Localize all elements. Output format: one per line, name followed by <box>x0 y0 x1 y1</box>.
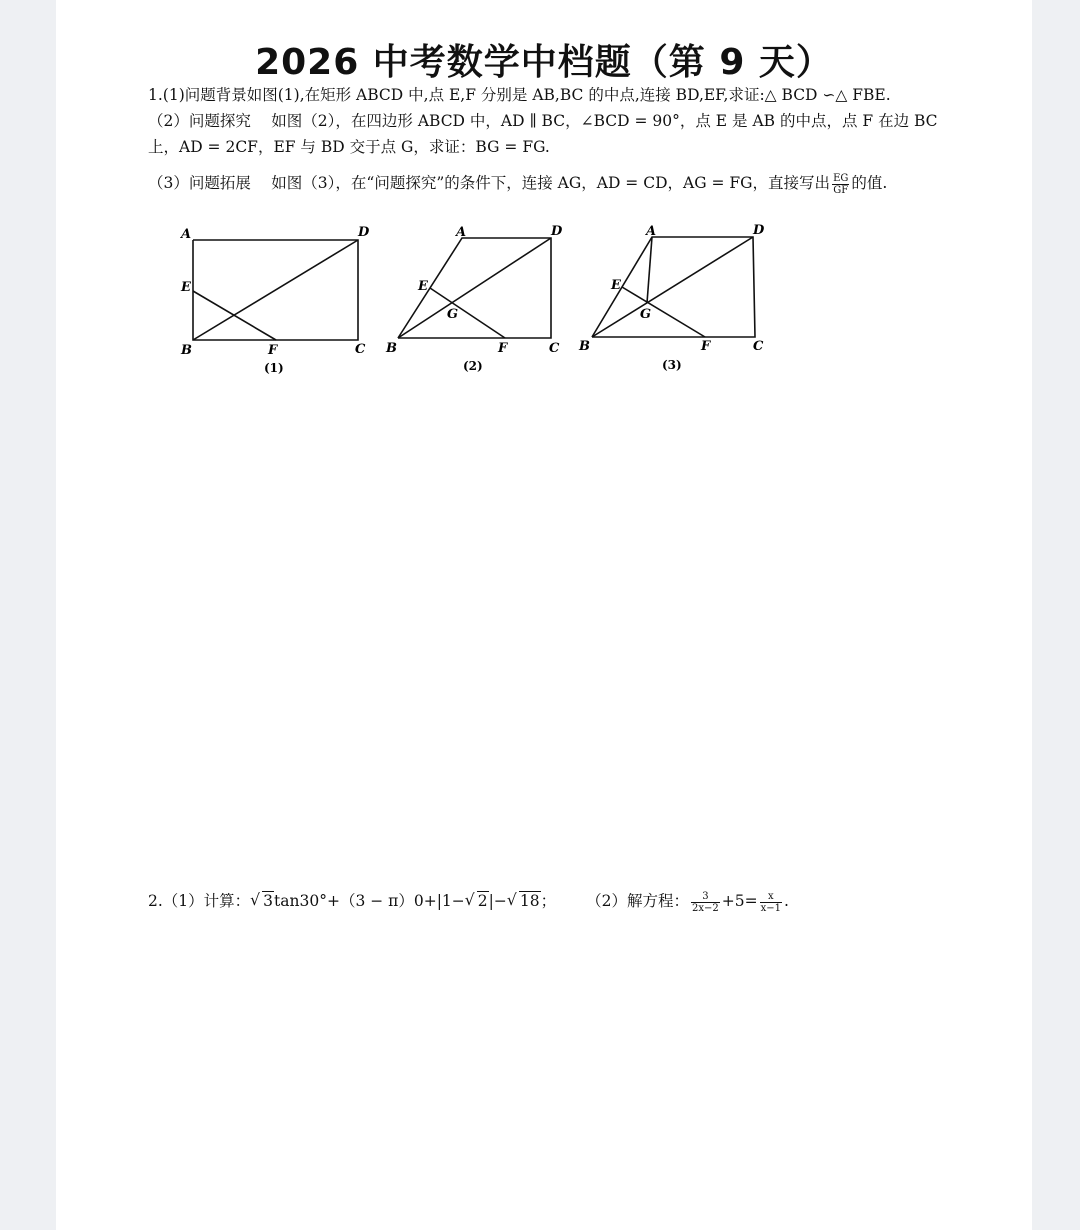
label-c: C <box>753 339 764 354</box>
abs-close: |− <box>488 892 507 910</box>
label-g: G <box>640 307 652 322</box>
label-f: F <box>268 343 278 358</box>
label-e: E <box>418 279 428 294</box>
sqrt-2: √ 2 <box>464 891 488 910</box>
q1-line-3: 上，AD = 2CF，EF 与 BD 交于点 G，求证：BG = FG. <box>148 138 550 156</box>
figure-2-trapezoid <box>385 224 563 373</box>
label-b: B <box>386 341 397 356</box>
fraction-numerator: EG <box>833 172 849 184</box>
label-f: F <box>498 341 508 356</box>
q2-part1-label: 2.（1）计算： <box>148 892 251 910</box>
label-d: D <box>358 225 370 240</box>
q1-part3-text: （3）问题拓展 如图（3），在“问题探究”的条件下，连接 AG，AD = CD，AG = FG，直接写出 <box>148 174 831 192</box>
label-d: D <box>753 223 765 238</box>
label-c: C <box>355 342 366 357</box>
plus-five: +5= <box>721 892 758 910</box>
label-a: A <box>646 224 657 239</box>
label-e: E <box>181 280 191 295</box>
segment-ef <box>430 288 505 338</box>
segment-ag <box>647 237 652 303</box>
equation-end: . <box>783 892 789 910</box>
segment-bd <box>193 240 358 340</box>
fraction-3-over-2x-2: $\frac{3}{2x-2}$ <box>692 890 719 914</box>
q1-line-2: （2）问题探究 如图（2），在四边形 ABCD 中，AD ∥ BC，∠BCD = 90°，点 E 是 AB 的中点，点 F 在边 BC <box>148 112 938 130</box>
separator: ； <box>540 892 557 910</box>
label-a: A <box>456 225 467 240</box>
figure-3-trapezoid <box>578 223 765 372</box>
q1-line-1: 1.(1)问题背景如图(1),在矩形 ABCD 中,点 E,F 分别是 AB,BC 的中点,连接 BD,EF,求证:△ BCD ∽△ FBE. <box>148 86 891 104</box>
figure-1-rectangle <box>179 225 370 375</box>
q1-part3-end: 的值. <box>851 174 888 192</box>
sqrt-18: √ 18 <box>506 891 540 910</box>
q2-mid-terms: +（3 − π）0+|1− <box>326 892 465 910</box>
fraction-x-over-x-1: $\frac{x}{x-1}$ <box>760 890 781 914</box>
sqrt-3: √ 3 <box>250 891 274 910</box>
page-title: 2026 中考数学中档题（第 9 天） <box>255 42 833 83</box>
tan-term: tan30° <box>274 892 327 910</box>
label-e: E <box>611 278 621 293</box>
label-b: B <box>579 339 590 354</box>
q2-part2-label: （2）解方程： <box>586 892 689 910</box>
label-a: A <box>181 227 192 242</box>
label-g: G <box>447 307 459 322</box>
label-b: B <box>181 343 192 358</box>
caption-figure-2: (2) <box>463 359 483 373</box>
fraction-denominator: GF <box>833 184 849 196</box>
label-c: C <box>549 341 560 356</box>
caption-figure-1: (1) <box>264 361 284 375</box>
segment-ef <box>622 287 705 337</box>
label-f: F <box>701 339 711 354</box>
caption-figure-3: (3) <box>662 358 682 372</box>
label-d: D <box>551 224 563 239</box>
